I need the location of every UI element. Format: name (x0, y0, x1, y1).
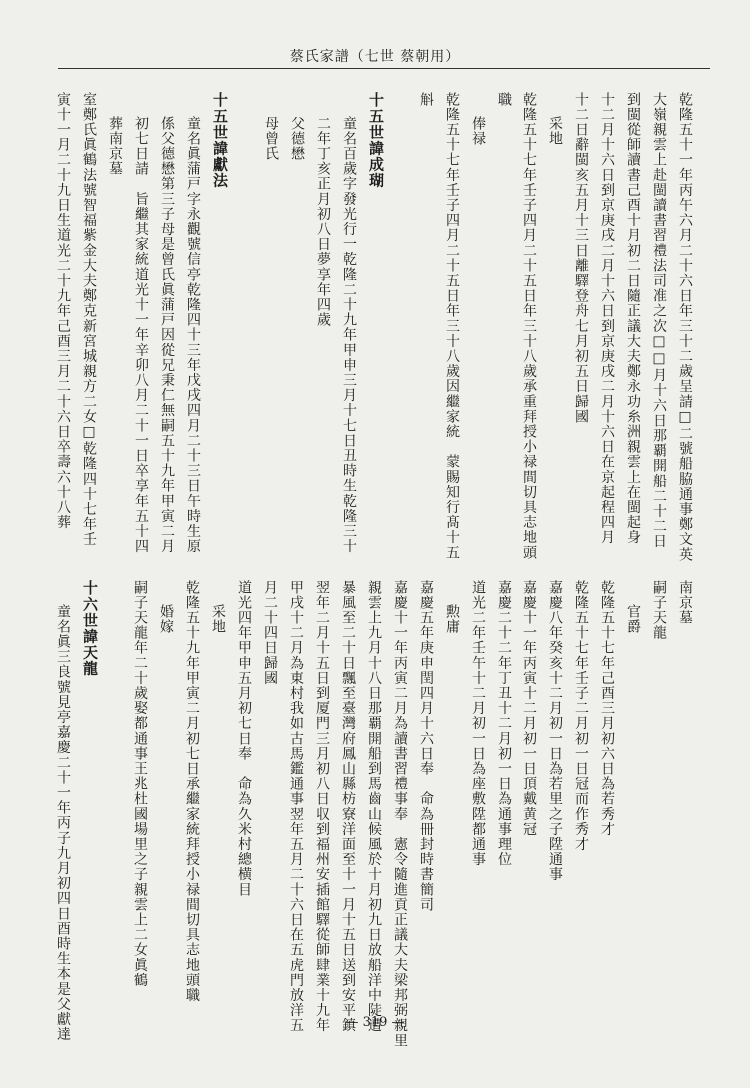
text-column: 童名眞蒲戸字永觀號信亭乾隆四十三年戊戌四月二十三日午時生原 (185, 116, 201, 554)
text-column: 童名百歲字發光行一乾隆二十九年甲申三月十七日丑時生乾隆三十 (341, 116, 357, 554)
header-rule (58, 68, 710, 69)
page-number: — 319 — (345, 1015, 405, 1030)
text-column: 乾隆五十七年壬子二月初一日冠而作秀才 (573, 580, 589, 852)
text-column: 俸禄 (470, 116, 486, 147)
text-column: 十二月十六日到京庚戌二月十六日到京庚戌二月十六日在京起程四月 (599, 92, 615, 545)
text-column: 十二日辭閩亥五月十三日離驛登舟七月初五日歸國 (573, 92, 589, 425)
text-column: 采地 (210, 604, 226, 635)
text-column: 道光四年甲申五月初七日奉 命為久米村總横目 (236, 580, 252, 898)
text-column: 到閩從師讀書己酉十月初二日隨正議大夫鄭永功糸洲親雲上在閩起身 (625, 92, 641, 545)
text-column: 南京墓 (677, 580, 693, 626)
text-column: 嘉慶十一年丙寅二月為讀書習禮事奉 憲令隨進貢正議大夫梁邦弼親里 (392, 580, 408, 1049)
text-column: 室鄭氏眞鶴法號智福紫金大夫鄭克新宮城親方二女□乾隆四十七年壬 (81, 92, 97, 547)
text-column: 婚嫁 (158, 604, 174, 635)
text-column: 乾隆五十七年壬子四月二十五日年三十八歲承重拜授小禄間切具志地頭 (521, 92, 537, 561)
text-column: 暴風至二十日飄至臺灣府鳳山縣枋寮洋面至十一月十五日送到安平鎮 (340, 580, 356, 1033)
text-column: 采地 (547, 116, 563, 147)
text-column: 大嶺親雲上赴閩讀書習禮法司准之次□□月十六日那覇開船二十二日 (651, 92, 667, 549)
text-column: 勲庸 (444, 604, 460, 635)
text-column: 初七日請 旨繼其家統道光十一年辛卯八月二十一日卒享年五十四 (133, 116, 149, 554)
text-column: 月二十四日歸國 (262, 580, 278, 686)
text-column: 嗣子天龍年二十歲娶都通事王兆杜國場里之子親雲上二女眞鶴 (132, 580, 148, 988)
text-column: 職 (496, 92, 512, 108)
text-column: 父德懋 (289, 116, 305, 162)
text-column: 寅十一月二十九日生道光二十九年己酉三月二十六日卒壽六十八葬 (55, 92, 71, 530)
generation-heading: 十六世諱天龍 (81, 580, 99, 677)
text-column: 乾隆五十一年丙午六月二十六日年三十二歲呈請□二號船脇通事鄭文英 (677, 92, 693, 563)
text-column: 二年丁亥正月初八日夢享年四歲 (315, 116, 331, 328)
text-column: 道光二年壬午十二月初一日為座敷陞都通事 (470, 580, 486, 867)
text-column: 嘉慶十一年丙寅十二月初一日頂戴黄冠 (521, 580, 537, 837)
text-column: 官爵 (625, 604, 641, 635)
page-header: 蔡氏家譜（七世 蔡朝用） (289, 49, 461, 65)
generation-heading: 十五世諱獻法 (211, 92, 229, 189)
text-column: 親雲上九月十八日那覇開船到馬齒山候風於十月初九日放船洋中陡遭 (366, 580, 382, 1033)
text-column: 乾隆五十九年甲寅二月初七日承繼家統拜授小禄間切具志地頭職 (184, 580, 200, 1003)
text-column: 翌年二月十五日到厦門三月初八日収到福州安插館驛從師肆業十九年 (314, 580, 330, 1033)
text-column: 乾隆五十七年己酉三月初六日為若秀才 (599, 580, 615, 837)
text-column: 嘉慶八年癸亥十二月初一日為若里之子陞通事 (547, 580, 563, 882)
text-column: 係父德懋第三子母是曾氏眞蒲戸因從兄秉仁無嗣五十九年甲寅二月 (159, 116, 175, 554)
text-column: 母曾氏 (263, 116, 279, 162)
generation-heading: 十五世諱成瑚 (367, 92, 385, 189)
text-column: 嘉慶五年庚申閏四月十六日奉 命為冊封時書簡司 (418, 580, 434, 913)
text-column: 甲戌十二月為東村我如古馬鑑通事翌年五月二十六日在五虎門放洋五 (288, 580, 304, 1033)
text-column: 童名眞三良號見亭嘉慶二十一年丙子九月初四日酉時生本是父獻達 (55, 604, 71, 1042)
text-column: 葬南京墓 (107, 116, 123, 177)
text-column: 乾隆五十七年壬子四月二十五日年三十八歲因繼家統 蒙賜知行髙十五 (444, 92, 460, 561)
text-column: 嘉慶二十二年丁丑十二月初一日為通事理位 (496, 580, 512, 867)
text-column: 斛 (418, 92, 434, 108)
text-column: 嗣子天龍 (651, 580, 667, 641)
